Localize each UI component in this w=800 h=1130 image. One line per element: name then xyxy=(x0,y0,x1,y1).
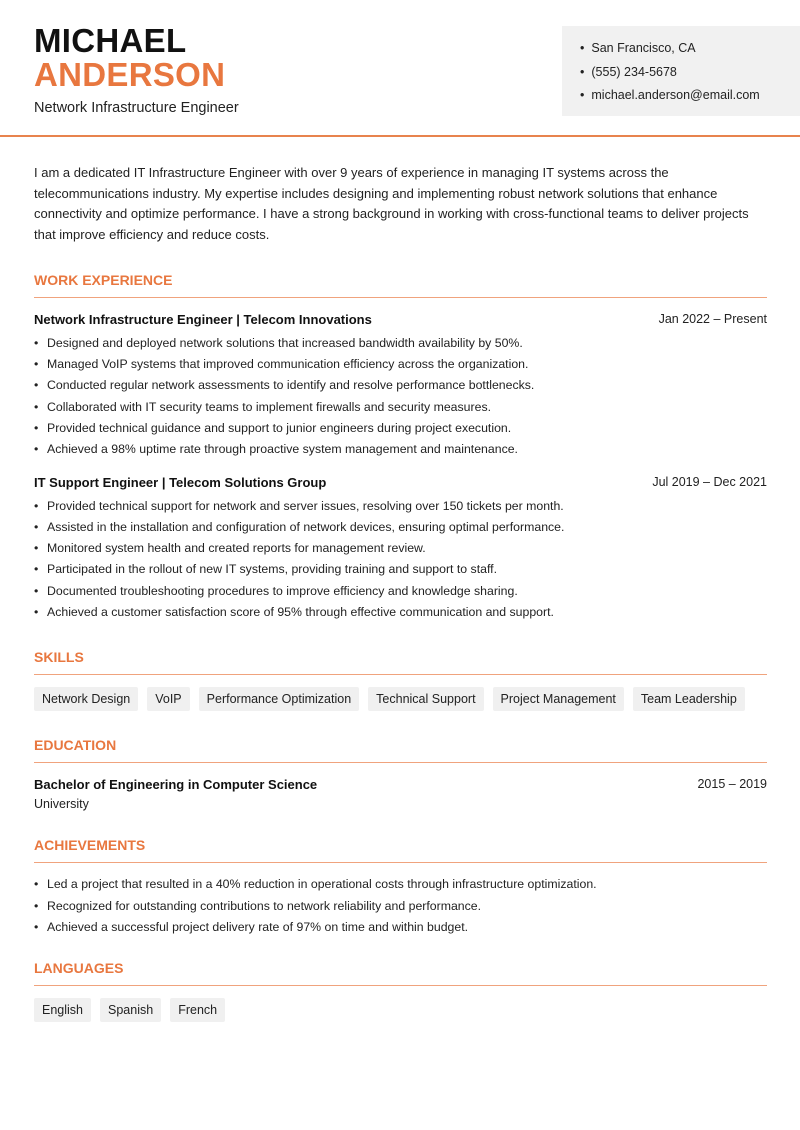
achievements-heading: ACHIEVEMENTS xyxy=(34,837,767,863)
job-bullet: • Documented troubleshooting procedures to improve efficiency and knowledge sharing. xyxy=(34,581,767,602)
skill-tag: VoIP xyxy=(147,687,189,711)
job-bullet: • Designed and deployed network solutions that increased bandwidth availability by 50%. xyxy=(34,333,767,354)
languages-heading: LANGUAGES xyxy=(34,960,767,986)
skill-tag: Project Management xyxy=(493,687,624,711)
achievement-item: • Achieved a successful project delivery rate of 97% on time and within budget. xyxy=(34,917,767,938)
achievement-item: • Led a project that resulted in a 40% reduction in operational costs through infrastructure optimization. xyxy=(34,874,767,895)
contact-phone: • (555) 234-5678 xyxy=(580,61,800,85)
skill-tag: Technical Support xyxy=(368,687,483,711)
first-name: MICHAEL xyxy=(34,22,187,59)
job-entry xyxy=(34,312,767,461)
resume-header xyxy=(0,0,800,137)
work-experience-heading: WORK EXPERIENCE xyxy=(34,272,767,298)
language-tag: French xyxy=(170,998,225,1022)
school-name: University xyxy=(34,797,89,812)
skill-tag: Team Leadership xyxy=(633,687,745,711)
languages-list xyxy=(34,998,767,1022)
degree-title: Bachelor of Engineering in Computer Science xyxy=(34,777,318,793)
job-bullet: • Achieved a customer satisfaction score of 95% through effective communication and support. xyxy=(34,602,767,623)
job-bullet: • Monitored system health and created reports for management review. xyxy=(34,538,767,559)
job-bullet: • Conducted regular network assessments to identify and resolve performance bottlenecks. xyxy=(34,375,767,396)
job-dates: Jan 2022 – Present xyxy=(658,311,767,326)
last-name: ANDERSON xyxy=(34,56,226,93)
job-bullet: • Managed VoIP systems that improved communication efficiency across the organization. xyxy=(34,354,767,375)
summary-paragraph: I am a dedicated IT Infrastructure Engineer with over 9 years of experience in managing IT systems across the telecommunications industry. My expertise includes designing and implementing robust network solutions that enhance connectivity and optimize performance. I have a strong background in working with cross-functional teams to deliver projects that improve efficiency and reduce costs. xyxy=(34,165,749,243)
job-title: Network Infrastructure Engineer | Telecom Innovations xyxy=(34,311,372,327)
skills-heading: SKILLS xyxy=(34,649,767,675)
job-bullet: • Assisted in the installation and configuration of network devices, ensuring optimal performance. xyxy=(34,517,767,538)
education-heading: EDUCATION xyxy=(34,737,767,763)
skill-tag: Performance Optimization xyxy=(199,687,360,711)
education-dates: 2015 – 2019 xyxy=(697,777,767,792)
achievements-list xyxy=(34,874,767,938)
job-bullet: • Provided technical guidance and support to junior engineers during project execution. xyxy=(34,418,767,439)
job-role: Network Infrastructure Engineer xyxy=(34,100,239,116)
resume-body xyxy=(34,163,767,1022)
achievement-item: • Recognized for outstanding contributions to network reliability and performance. xyxy=(34,896,767,917)
language-tag: English xyxy=(34,998,91,1022)
contact-location: • San Francisco, CA xyxy=(580,37,800,61)
contact-box xyxy=(562,26,800,116)
education-entry xyxy=(34,777,767,811)
job-bullet: • Collaborated with IT security teams to implement firewalls and security measures. xyxy=(34,397,767,418)
skill-tag: Network Design xyxy=(34,687,138,711)
job-title: IT Support Engineer | Telecom Solutions Group xyxy=(34,474,327,490)
job-dates: Jul 2019 – Dec 2021 xyxy=(652,474,767,489)
contact-email[interactable]: • michael.anderson@email.com xyxy=(580,84,800,108)
job-bullet: • Achieved a 98% uptime rate through proactive system management and maintenance. xyxy=(34,439,767,460)
skills-list xyxy=(34,687,767,711)
candidate-name xyxy=(34,24,225,92)
language-tag: Spanish xyxy=(100,998,161,1022)
job-bullet: • Participated in the rollout of new IT systems, providing training and support to staff. xyxy=(34,559,767,580)
job-entry xyxy=(34,475,767,624)
job-bullet: • Provided technical support for network and server issues, resolving over 150 tickets per month. xyxy=(34,496,767,517)
